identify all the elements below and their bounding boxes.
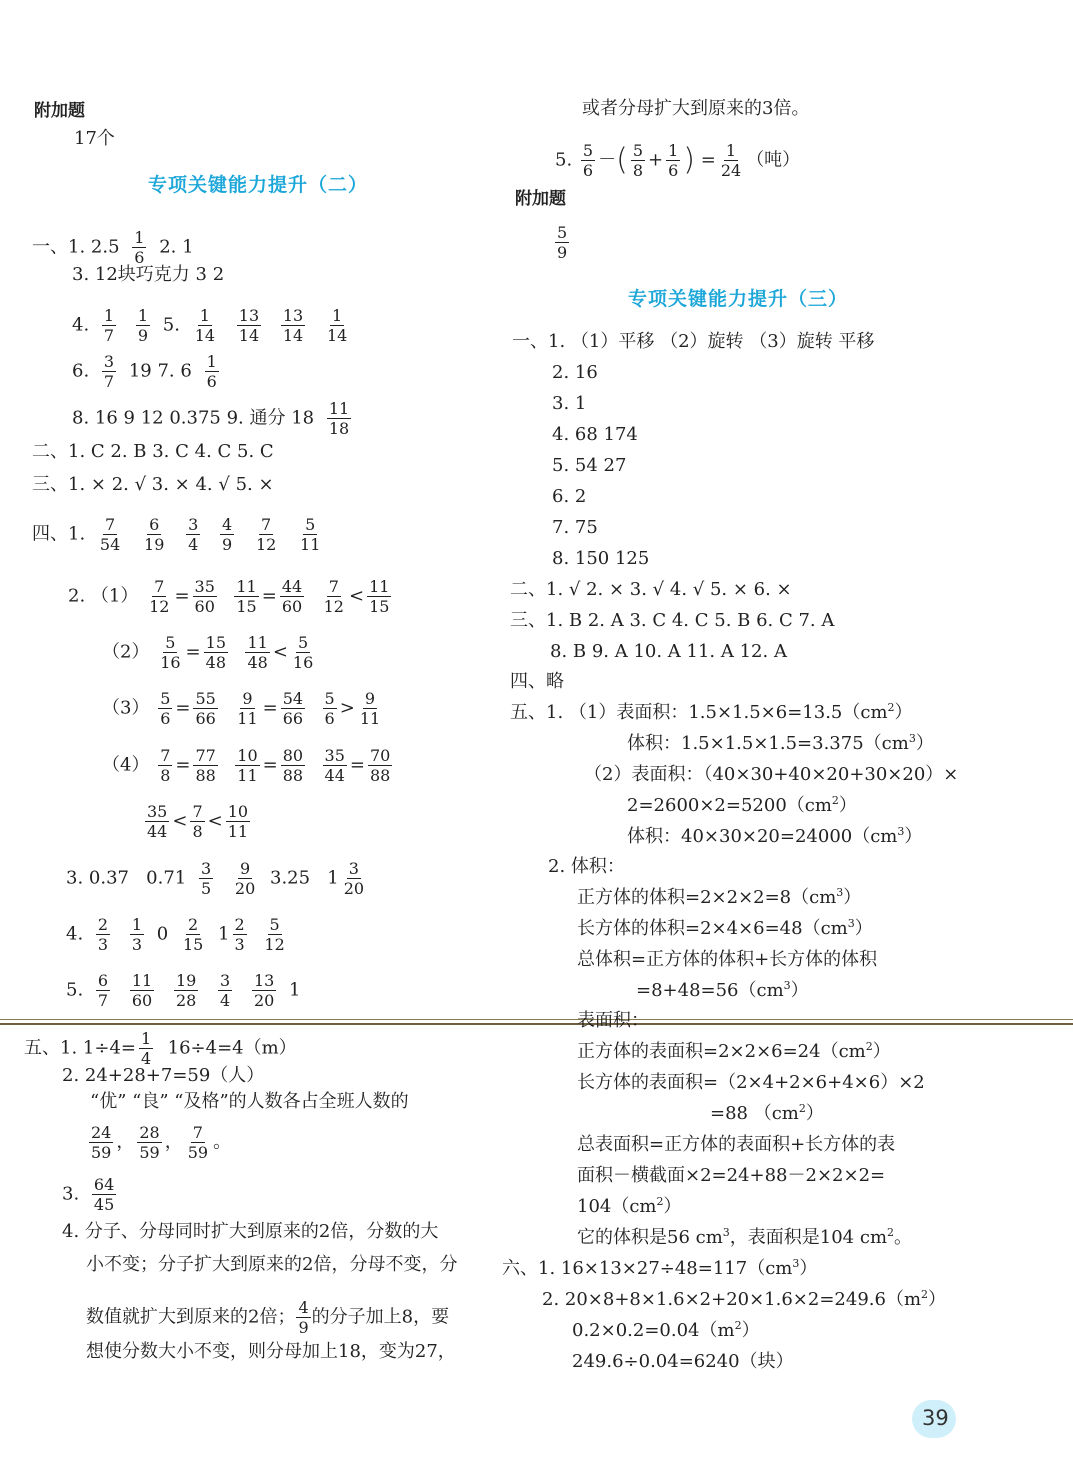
r-s5-l14: =88 $(cm^2)$ xyxy=(710,1102,824,1124)
s5-q4-line1: 4. 分子、分母同时扩大到原来的2倍，分数的大 xyxy=(62,1221,439,1242)
section-title-3: 专项关键能力提升（三） xyxy=(628,288,849,310)
r-s5-l13: 长方体的表面积=（2×4+2×6+4×6）×2 xyxy=(577,1072,925,1093)
r-s1-q1: 一、1. （1）平移 （2）旋转 （3）旋转 平移 xyxy=(512,331,875,352)
s1-q1: 一、1. 2.5 $\frac{1}{6}$ 2. 1 xyxy=(32,228,194,267)
right-continuation: 或者分母扩大到原来的3倍。 xyxy=(582,98,810,119)
s1-q6-q7: 6. $\frac{3}{7}$ 19 7. 6 $\frac{1}{6}$ xyxy=(72,352,217,391)
s4-q4: 4. $\frac{2}{3}$ $\frac{1}{3}$ 0 $\frac{2}{15}$ 1 $\frac{2}{3}$ $\frac{5}{12}$ xyxy=(66,915,285,954)
s5-q2-line2: “优” “良” “及格”的人数各占全班人数的 xyxy=(90,1091,409,1112)
r-s1-q4: 4. 68 174 xyxy=(552,424,638,445)
right-q5: 5. $\frac{5}{6}$ －( $\frac{5}{8}$ + $\frac{1}{6}$ ) = $\frac{1}{24}$ （吨） xyxy=(555,141,801,180)
s4-q2-p4: （4） $\frac{7}{8}$ = $\frac{77}{88}$ $\frac{10}{11}$ = $\frac{80}{88}$ $\frac{35}{44}$ = $\frac{70}{88}$ xyxy=(102,746,391,785)
r-s5-l12: 正方体的表面积$=2\times 2\times 6=24(cm^2)$ xyxy=(577,1040,891,1062)
r-s5-l1: 五、1. （1）表面积：$1.5\times 1.5\times 6=13.5(cm^2)$ xyxy=(510,701,913,723)
s4-q1: 四、1. $\frac{7}{54}$ $\frac{6}{19}$ $\frac{3}{4}$ $\frac{4}{9}$ $\frac{7}{12}$ $\frac{5}{11}$ xyxy=(32,515,321,554)
s4-q2-p3: （3） $\frac{5}{6}$ = $\frac{55}{66}$ $\frac{9}{11}$ = $\frac{54}{66}$ $\frac{5}{6}$ > $\frac{9}{11}$ xyxy=(102,689,381,728)
r-s5-l17: $104(cm^2)$ xyxy=(577,1195,682,1217)
r-s5-l11: 表面积： xyxy=(577,1010,649,1031)
page-rule-top xyxy=(0,1019,1073,1020)
section-title-2: 专项关键能力提升（二） xyxy=(148,174,369,196)
r-s5-l9: 总体积=正方体的体积+长方体的体积 xyxy=(577,949,878,970)
s5-q4-line2: 小不变；分子扩大到原来的2倍，分母不变，分 xyxy=(86,1254,458,1275)
bonus-answer-right: $\frac{5}{9}$ xyxy=(557,223,568,262)
s5-q2-fracs: $\frac{24}{59}$ ， $\frac{28}{59}$ ， $\frac{7}{59}$ 。 xyxy=(91,1123,232,1162)
r-s5-l3: （2）表面积：（40×30+40×20+30×20）× xyxy=(584,764,959,785)
s5-q4-line4: 想使分数大小不变，则分母加上18，变为27， xyxy=(86,1341,456,1362)
s5-q3: 3. $\frac{64}{45}$ xyxy=(62,1175,115,1214)
s5-q4-line3: 数值就扩大到原来的2倍； $\frac{4}{9}$ 的分子加上8，要 xyxy=(86,1298,450,1337)
page-number: 39 xyxy=(922,1406,949,1430)
r-s5-l6: 2. 体积： xyxy=(548,856,625,877)
r-s1-q2: 2. 16 xyxy=(552,362,598,383)
s5-q1: 五、1. 1÷4= $\frac{1}{4}$ 16÷4=4（m） xyxy=(24,1029,297,1068)
bonus-answer-left: 17个 xyxy=(74,128,115,149)
bonus-heading-left: 附加题 xyxy=(34,101,85,121)
r-s3-b: 8. B 9. A 10. A 11. A 12. A xyxy=(550,641,787,662)
s4-q3: 3. 0.37 0.71 $\frac{3}{5}$ $\frac{9}{20}$ 3.25 1 $\frac{3}{20}$ xyxy=(66,859,365,898)
r-s6-l4: 249.6÷0.04=6240（块） xyxy=(572,1351,794,1372)
r-s1-q3: 3. 1 xyxy=(552,393,587,414)
r-s6-l1: 六、1. $16\times 13\times 27\div 48=117(cm^3)$ xyxy=(502,1257,818,1279)
r-s6-l3: $0.2\times 0.2=0.04(m^2)$ xyxy=(572,1319,760,1341)
s4-q2-p1: 2. （1） $\frac{7}{12}$ = $\frac{35}{60}$ $\frac{11}{15}$ = $\frac{44}{60}$ $\frac{7}{12}$ < $\frac{11}{15}$ xyxy=(68,577,390,616)
r-s1-q7: 7. 75 xyxy=(552,517,598,538)
r-s4: 四、略 xyxy=(510,671,564,692)
s4-q2-p5: $\frac{35}{44}$ < $\frac{7}{8}$ < $\frac{10}{11}$ xyxy=(147,802,249,841)
s1-q4-q5: 4. $\frac{1}{7}$ $\frac{1}{9}$ 5. $\frac{1}{14}$ $\frac{13}{14}$ $\frac{13}{14}$ $\frac{1}{14}$ xyxy=(72,306,348,345)
r-s1-q8: 8. 150 125 xyxy=(552,548,650,569)
bonus-heading-right: 附加题 xyxy=(515,189,566,209)
r-s5-l10: $=8+48=56(cm^3)$ xyxy=(636,979,809,1001)
r-s5-l5: 体积：$40\times 30\times 20=24000(cm^3)$ xyxy=(627,825,923,847)
r-s1-q5: 5. 54 27 xyxy=(552,455,627,476)
r-s1-q6: 6. 2 xyxy=(552,486,587,507)
r-s2: 二、1. √ 2. × 3. √ 4. √ 5. × 6. × xyxy=(510,579,792,600)
r-s3-a: 三、1. B 2. A 3. C 4. C 5. B 6. C 7. A xyxy=(510,610,835,631)
r-s5-l8: 长方体的体积$=2\times 4\times 6=48(cm^3)$ xyxy=(577,917,873,939)
s4-q5: 5. $\frac{6}{7}$ $\frac{11}{60}$ $\frac{19}{28}$ $\frac{3}{4}$ $\frac{13}{20}$ 1 xyxy=(66,971,301,1010)
page-rule-bottom xyxy=(0,1023,1073,1025)
r-s5-l4: $2=2600\times 2=5200(cm^2)$ xyxy=(627,794,857,816)
r-s5-l2: 体积：$1.5\times 1.5\times 1.5=3.375(cm^3)$ xyxy=(627,732,934,754)
r-s6-l2: 2. $20\times 8+8\times 1.6\times 2+20\times 1.6\times 2=249.6(m^2)$ xyxy=(542,1288,947,1310)
s4-q2-p2: （2） $\frac{5}{16}$ = $\frac{15}{48}$ $\frac{11}{48}$ < $\frac{5}{16}$ xyxy=(102,633,314,672)
r-s5-l15: 总表面积=正方体的表面积+长方体的表 xyxy=(577,1134,896,1155)
s2-answers: 二、1. C 2. B 3. C 4. C 5. C xyxy=(32,441,274,462)
fraction: $\frac{1}{6}$ xyxy=(134,228,145,267)
s1-q8-q9: 8. 16 9 12 0.375 9. 通分 18 $\frac{11}{18}$ xyxy=(72,399,350,438)
r-s5-l16: 面积－横截面×2=24+88－2×2×2= xyxy=(577,1165,886,1186)
s3-answers: 三、1. × 2. √ 3. × 4. √ 5. × xyxy=(32,474,274,495)
r-s5-l7: 正方体的体积$=2\times 2\times 2=8(cm^3)$ xyxy=(577,886,862,908)
s5-q2-line1: 2. 24+28+7=59（人） xyxy=(62,1065,265,1086)
s1-q3: 3. 12块巧克力 3 2 xyxy=(72,264,225,285)
r-s5-l18: 它的体积是56 $cm^3$，表面积是104 $cm^2$。 xyxy=(577,1226,913,1248)
